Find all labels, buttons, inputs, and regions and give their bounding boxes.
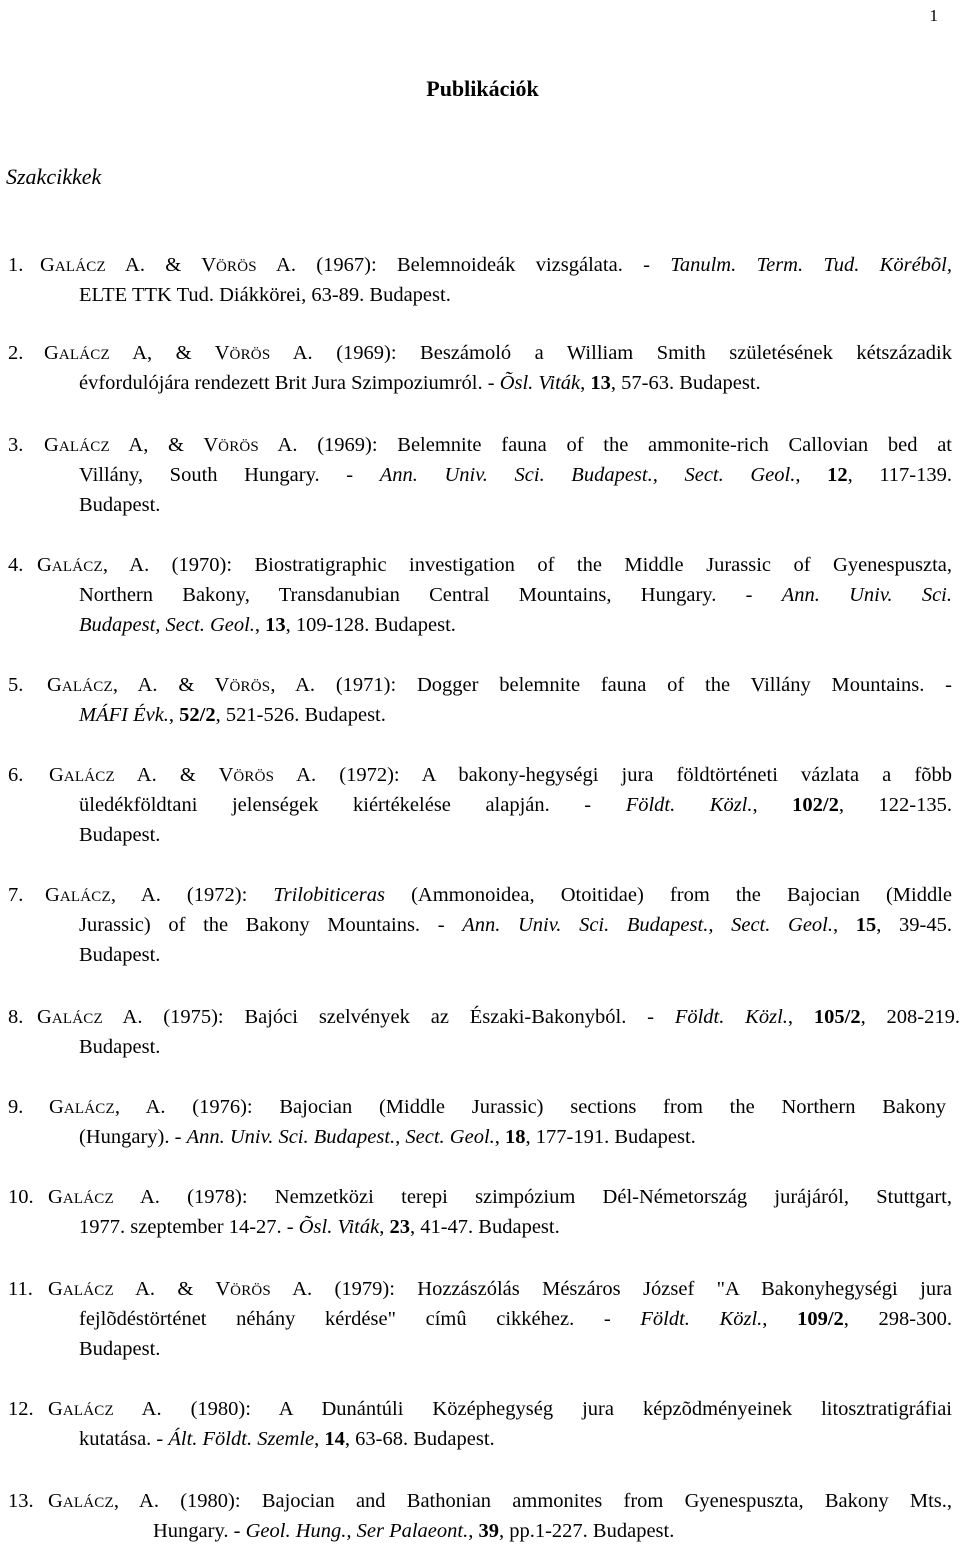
citation-line [44,342,952,365]
entry-number: 13. [8,1490,34,1512]
journal-title: Tanulm. Term. Tud. Körébõl, [670,254,952,276]
citation-text: A. (1980): A Dunántúli Középhegység jura képzõdményeinek litosztratigráfiai [113,1398,952,1420]
citation-line [48,1186,952,1209]
author-smallcaps: ALÁCZ [58,439,110,455]
author-smallcaps: ALÁCZ [51,559,103,575]
journal-title: Földt. Közl. [640,1308,763,1330]
citation-text: , 41-47. Budapest. [409,1216,560,1238]
citation-line [79,1126,696,1149]
author-initial: G [44,434,59,456]
author-initial: G [44,342,59,364]
citation-line [79,464,952,487]
citation-line [79,1428,495,1451]
author-smallcaps: ALÁCZ [61,679,113,695]
citation-text: évfordulójára rendezett Brit Jura Szimpoziumról. - [79,372,500,394]
citation-text: , [468,1520,479,1542]
citation-line [44,434,952,457]
citation-text: , [752,794,793,816]
volume-number: 15 [855,914,877,936]
volume-number: 109/2 [797,1308,844,1330]
entry-number: 2. [8,342,24,364]
citation-text: , 109-128. Budapest. [285,614,456,636]
citation-text: , A. (1970): Biostratigraphic investigation of the Middle Jurassic of Gyenespuszta, [102,554,952,576]
author-smallcaps: ÖRÖS [230,1283,271,1299]
citation-line [79,284,451,307]
author-initial: G [49,764,64,786]
volume-number: 14 [324,1428,345,1450]
volume-number: 102/2 [792,794,839,816]
citation-line [45,884,952,907]
journal-title: Ált. Földt. Szemle [168,1428,315,1450]
citation-text: A. (1978): Nemzetközi terepi szimpózium Dél-Németország jurájáról, Stuttgart, [113,1186,952,1208]
citation-text: , 122-135. [838,794,952,816]
author-smallcaps: ALÁCZ [51,1011,103,1027]
author-initial: A. & V [113,1278,231,1300]
citation-text: , [494,1126,506,1148]
journal-title: Õsl. Viták [499,372,581,394]
volume-number: 23 [389,1216,410,1238]
author-smallcaps: ALÁCZ [62,1283,114,1299]
citation-text: A. (1967): Belemnoideák vizsgálata. - [256,254,671,276]
citation-text: Villány, South Hungary. - [79,464,380,486]
journal-title: Õsl. Viták [298,1216,380,1238]
citation-line [48,1490,952,1513]
author-initial: G [40,254,55,276]
citation-line [37,554,952,577]
citation-text: , [833,914,856,936]
author-smallcaps: ALÁCZ [63,769,115,785]
author-smallcaps: ALÁCZ [58,347,110,363]
volume-number: 13 [265,614,286,636]
author-initial: , A. & V [112,674,230,696]
page-title: Publikációk [426,76,539,101]
citation-text: (Ammonoidea, Otoitidae) from the Bajocian (Middle [385,884,952,906]
citation-text: , 63-68. Budapest. [344,1428,495,1450]
author-initial: G [49,1096,64,1118]
citation-text: , [795,464,828,486]
citation-text: fejlõdéstörténet néhány kérdése" címû cikkéhez. - [79,1308,641,1330]
citation-text: Jurassic) of the Bakony Mountains. - [79,914,463,936]
author-smallcaps: ALÁCZ [59,889,111,905]
author-smallcaps: ALÁCZ [54,259,106,275]
citation-line [37,1006,960,1029]
citation-text: A. (1979): Hozzászólás Mészáros József "A Bakonyhegységi jura [270,1278,952,1300]
citation-text: , [580,372,591,394]
citation-line [79,584,952,607]
entry-number: 8. [8,1006,24,1028]
volume-number: 39 [478,1520,499,1542]
author-smallcaps: ÖRÖS [218,439,259,455]
citation-text: A. (1975): Bajóci szelvények az Északi-Bakonyból. - [102,1006,675,1028]
author-smallcaps: ÖRÖS [229,679,271,695]
journal-title: Ann. Univ. Sci. [781,584,952,606]
citation-line [48,1278,952,1301]
volume-number: 18 [505,1126,526,1148]
citation-text: 1977. szeptember 14-27. - [79,1216,299,1238]
citation-text: , 39-45. [876,914,953,936]
journal-title: Földt. Közl. [625,794,753,816]
citation-text: , [787,1006,814,1028]
citation-text: , 57-63. Budapest. [610,372,761,394]
citation-text: ELTE TTK Tud. Diákkörei, 63-89. Budapest. [79,284,451,306]
citation-text: , A. (1972): [110,884,274,906]
citation-text: , A. (1980): Bajocian and Bathonian ammonites from Gyenespuszta, Bakony Mts., [113,1490,952,1512]
entry-number: 4. [8,554,24,576]
journal-title: Ann. Univ. Sci. Budapest., Sect. Geol. [379,464,796,486]
volume-number: 12 [827,464,848,486]
author-smallcaps: ÖRÖS [216,259,257,275]
volume-number: 52/2 [179,704,216,726]
author-initial: A, & V [109,434,219,456]
citation-line [47,674,952,697]
author-smallcaps: ÖRÖS [229,347,271,363]
journal-title: Ann. Univ. Sci. Budapest., Sect. Geol. [186,1126,495,1148]
citation-text: A. (1969): Beszámoló a William Smith születésének kétszázadik [270,342,952,364]
citation-text: , [168,704,180,726]
citation-line [79,824,160,847]
author-initial: G [48,1398,63,1420]
author-initial: A, & V [109,342,230,364]
citation-text: , pp.1-227. Budapest. [498,1520,675,1542]
citation-line [79,494,160,517]
citation-text: Budapest. [79,1036,161,1058]
citation-text: kutatása. - [79,1428,169,1450]
citation-line [79,1338,160,1361]
author-smallcaps: ALÁCZ [63,1101,115,1117]
entry-number: 5. [8,674,24,696]
author-initial: A. & V [105,254,217,276]
citation-line [79,614,456,637]
citation-line [48,1398,952,1421]
citation-text: Northern Bakony, Transdanubian Central Mountains, Hungary. - [79,584,782,606]
author-initial: G [45,884,60,906]
citation-line [49,1096,946,1119]
citation-line [79,704,386,727]
citation-text: A. (1969): Belemnite fauna of the ammonite-rich Callovian bed at [258,434,952,456]
author-smallcaps: ALÁCZ [62,1495,114,1511]
entry-number: 6. [8,764,24,786]
citation-line [79,914,952,937]
page-number: 1 [929,6,938,25]
volume-number: 13 [590,372,611,394]
citation-text: , [379,1216,390,1238]
citation-text: Budapest. [79,944,161,966]
citation-line [153,1520,674,1543]
citation-text: (Hungary). - [79,1126,187,1148]
entry-number: 10. [8,1186,34,1208]
author-initial: G [48,1490,63,1512]
entry-number: 1. [8,254,24,276]
section-heading: Szakcikkek [6,164,102,189]
citation-text: üledékföldtani jelenségek kiértékelése alapján. - [79,794,626,816]
citation-line [79,1308,952,1331]
citation-text: , 521-526. Budapest. [215,704,386,726]
author-initial: G [48,1278,63,1300]
citation-line [49,764,952,787]
author-initial: G [37,1006,52,1028]
citation-text: , 208-219. [860,1006,960,1028]
entry-number: 12. [8,1398,34,1420]
author-smallcaps: ALÁCZ [62,1403,114,1419]
entry-number: 3. [8,434,24,456]
citation-text: , [314,1428,325,1450]
citation-text: , [254,614,266,636]
entry-number: 7. [8,884,24,906]
entry-number: 9. [8,1096,24,1118]
author-initial: A. & V [114,764,234,786]
citation-line [79,1216,560,1239]
citation-text: Hungary. - [153,1520,246,1542]
author-smallcaps: ALÁCZ [62,1191,114,1207]
citation-text: , [762,1308,798,1330]
journal-title: Ann. Univ. Sci. Budapest., Sect. Geol. [462,914,833,936]
citation-text: , 298-300. [843,1308,953,1330]
citation-line [79,372,761,395]
journal-title: MÁFI Évk. [79,704,169,726]
journal-title: Budapest, Sect. Geol. [79,614,255,636]
citation-line [79,1036,160,1059]
citation-text: , A. (1971): Dogger belemnite fauna of the Villány Mountains. - [270,674,952,696]
citation-text: A. (1972): A bakony-hegységi jura földtörténeti vázlata a fõbb [274,764,952,786]
journal-title: Földt. Közl. [674,1006,788,1028]
citation-line [79,944,160,967]
author-initial: G [48,1186,63,1208]
journal-title: Geol. Hung., Ser Palaeont. [245,1520,469,1542]
entry-number: 11. [8,1278,33,1300]
citation-text: , A. (1976): Bajocian (Middle Jurassic) sections from the Northern Bakony [114,1096,946,1118]
journal-title: Trilobiticeras [273,884,385,906]
author-initial: G [37,554,52,576]
citation-text: Budapest. [79,824,161,846]
citation-text: Budapest. [79,494,161,516]
author-initial: G [47,674,62,696]
citation-text: Budapest. [79,1338,161,1360]
citation-line [40,254,952,277]
author-smallcaps: ÖRÖS [233,769,275,785]
citation-text: , 177-191. Budapest. [525,1126,696,1148]
volume-number: 105/2 [813,1006,861,1028]
citation-text: , 117-139. [847,464,953,486]
citation-line [79,794,952,817]
